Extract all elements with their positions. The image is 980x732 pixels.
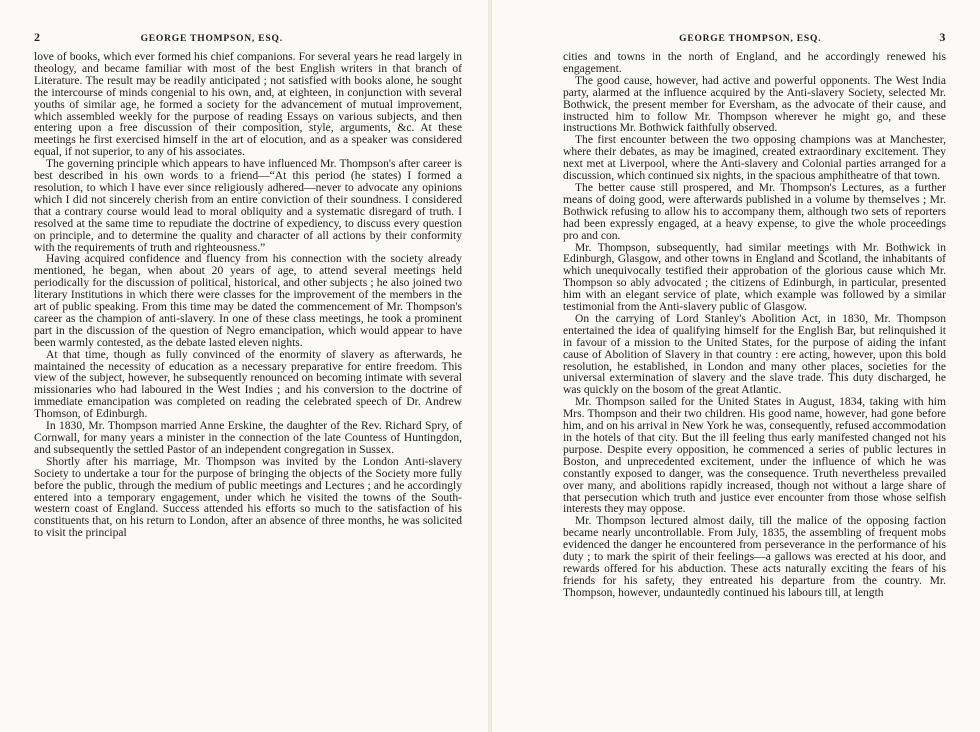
left-running-head xyxy=(34,30,462,50)
page-number-left: 2 xyxy=(34,30,41,44)
paragraph: On the carrying of Lord Stanley's Abolition Act, in 1830, Mr. Thompson entertained the idea of qualifying himself for the English Bar, but relinquished it in favour of a mission to the United States, for the purpose of aiding the infant cause of Abolition of Slavery in that country : ere acting, however, upon this bold resolution, he established, in London and many other places, societies for the universal extermination of slavery and the slave trade. This duty discharged, he was quickly on the bosom of the great Atlantic. xyxy=(563,312,946,397)
paragraph: cities and towns in the north of England, and he accordingly renewed his engagement. xyxy=(563,51,946,75)
paragraph: At that time, though as fully convinced of the enormity of slavery as afterwards, he maintained the necessity of education as a necessary preparative for entire freedom. This view of the subject, however, he subsequently renounced on becoming intimate with several missionaries who had laboured in the West Indies ; and his conversion to the doctrine of immediate emancipation was completed on reading the celebrated speech of Dr. Andrew Thomson, of Edinburgh. xyxy=(34,348,462,421)
right-body-text xyxy=(563,52,946,600)
paragraph: Mr. Thompson sailed for the United States in August, 1834, taking with him Mrs. Thompson and their two children. His good name, however, had gone before him, and on his arrival in New York he was, consequently, refused accommodation in the hotels of that city. But the ill feeling thus early manifested changed not his purpose. Despite every opposition, he commenced a series of public lectures in Boston, and unprecedented excitement, under the influence of which he was constantly exposed to danger, was the consequence. Truth nevertheless prevailed over many, and abolitions rapidly increased, though not without a large share of that persecution which truth and justice ever encounter from those whose selfish interests they may oppose. xyxy=(563,396,946,516)
paragraph: Mr. Thompson lectured almost daily, till the malice of the opposing faction became nearly uncontrollable. From July, 1835, the assembling of frequent mobs evidenced the danger he encountered from perseverance in the performance of his duty ; to mark the spirit of their feelings—a gallows was erected at his door, and rewards offered for his abduction. These acts naturally exciting the fears of his friends for his safety, they entreated his departure from the country. Mr. Thompson, however, undauntedly continued his labours till, at length xyxy=(563,515,946,599)
paragraph: The better cause still prospered, and Mr. Thompson's Lectures, as a further means of doing good, were afterwards published in a volume by themselves ; Mr. Bothwick refusing to allow his to accompany them, although two sets of reporters had been expressly engaged, at a heavy expense, to give the whole proceedings pro and con. xyxy=(563,181,946,242)
paragraph: Shortly after his marriage, Mr. Thompson was invited by the London Anti-slavery Society to undertake a tour for the purpose of bringing the objects of the Society more fully before the public, through the medium of public meetings and Lectures ; and he accordingly entered into a temporary engagement, under which he visited the towns of the South-western coast of England. Success attended his efforts so much to the satisfaction of his constituents that, on his return to London, after an absence of three months, he was solicited to visit the principal xyxy=(34,455,462,540)
paragraph: The governing principle which appears to have influenced Mr. Thompson's after career is best described in his own words to a friend—“At this period (he states) I formed a resolution, to which I have ever since religiously adhered—never to advocate any opinions which I did not sincerely cherish from an entire conviction of their soundness. I considered that a contrary course would lead to moral obliquity and a systematic disregard of truth. I resolved at the same time to repudiate the doctrine of expediency, to discuss every question on principle, and to determine the quality and character of all actions by their conformity with the requirements of truth and righteousness.” xyxy=(34,158,462,254)
left-body-text xyxy=(34,52,462,540)
paragraph: In 1830, Mr. Thompson married Anne Erskine, the daughter of the Rev. Richard Spry, of Cornwall, for many years a minister in the connection of the late Countess of Huntingdon, and subsequently the settled Pastor of an independent congregation in Sussex. xyxy=(34,420,462,456)
paragraph: Mr. Thompson, subsequently, had similar meetings with Mr. Bothwick in Edinburgh, Glasgow, and other towns in England and Scotland, the inhabitants of which unequivocally testified their approbation of the glorious cause which Mr. Thompson so ably advocated ; the citizens of Edinburgh, in particular, presented him with an elegant service of plate, which example was followed by a similar testimonial from the Anti-slavery public of Glasgow. xyxy=(563,241,946,314)
right-running-head xyxy=(563,30,946,50)
paragraph: love of books, which ever formed his chief companions. For several years he read largely in theology, and became familiar with most of the best English writers in that branch of Literature. The result may be readily anticipated ; not satisfied with books alone, he sought the intercourse of minds congenial to his own, and, at eighteen, in conjunction with several youths of similar age, he formed a society for the advancement of mutual improvement, which assembled weekly for the purpose of reading Essays on various subjects, and then entering upon a free discussion of their composition, style, arguments, &c. At these meetings he first exercised himself in the art of elocution, and as a speaker was considered equal, if not superior, to any of his associates. xyxy=(34,51,462,159)
page-number-right: 3 xyxy=(939,30,946,44)
paragraph: The good cause, however, had active and powerful opponents. The West India party, alarmed at the influence acquired by the Anti-slavery Society, selected Mr. Bothwick, the present member for Eversham, as the advocate of their cause, and instructed him to follow Mr. Thompson wherever he might go, and these instructions Mr. Bothwick faithfully observed. xyxy=(563,74,946,135)
running-title-right: GEORGE THOMPSON, ESQ. xyxy=(679,34,822,44)
right-page xyxy=(490,0,980,732)
running-title-left: GEORGE THOMPSON, ESQ. xyxy=(140,34,283,44)
paragraph: Having acquired confidence and fluency from his connection with the society already mentioned, he began, when about 20 years of age, to attend several meetings held periodically for the discussion of political, historical, and other subjects ; he also joined two literary Institutions in which there were classes for the improvement of the members in the art of public speaking. From this time may be dated the commencement of Mr. Thompson's career as the champion of anti-slavery. In one of these class meetings, he took a prominent part in the discussion of the question of Negro emancipation, which would appear to have been warmly contested, as the debate lasted eleven nights. xyxy=(34,253,462,349)
paragraph: The first encounter between the two opposing champions was at Manchester, where their debates, as may be imagined, created extraordinary excitement. They next met at Liverpool, where the Anti-slavery and Colonial parties arranged for a discussion, which continued six nights, in the spacious amphitheatre of that town. xyxy=(563,134,946,183)
